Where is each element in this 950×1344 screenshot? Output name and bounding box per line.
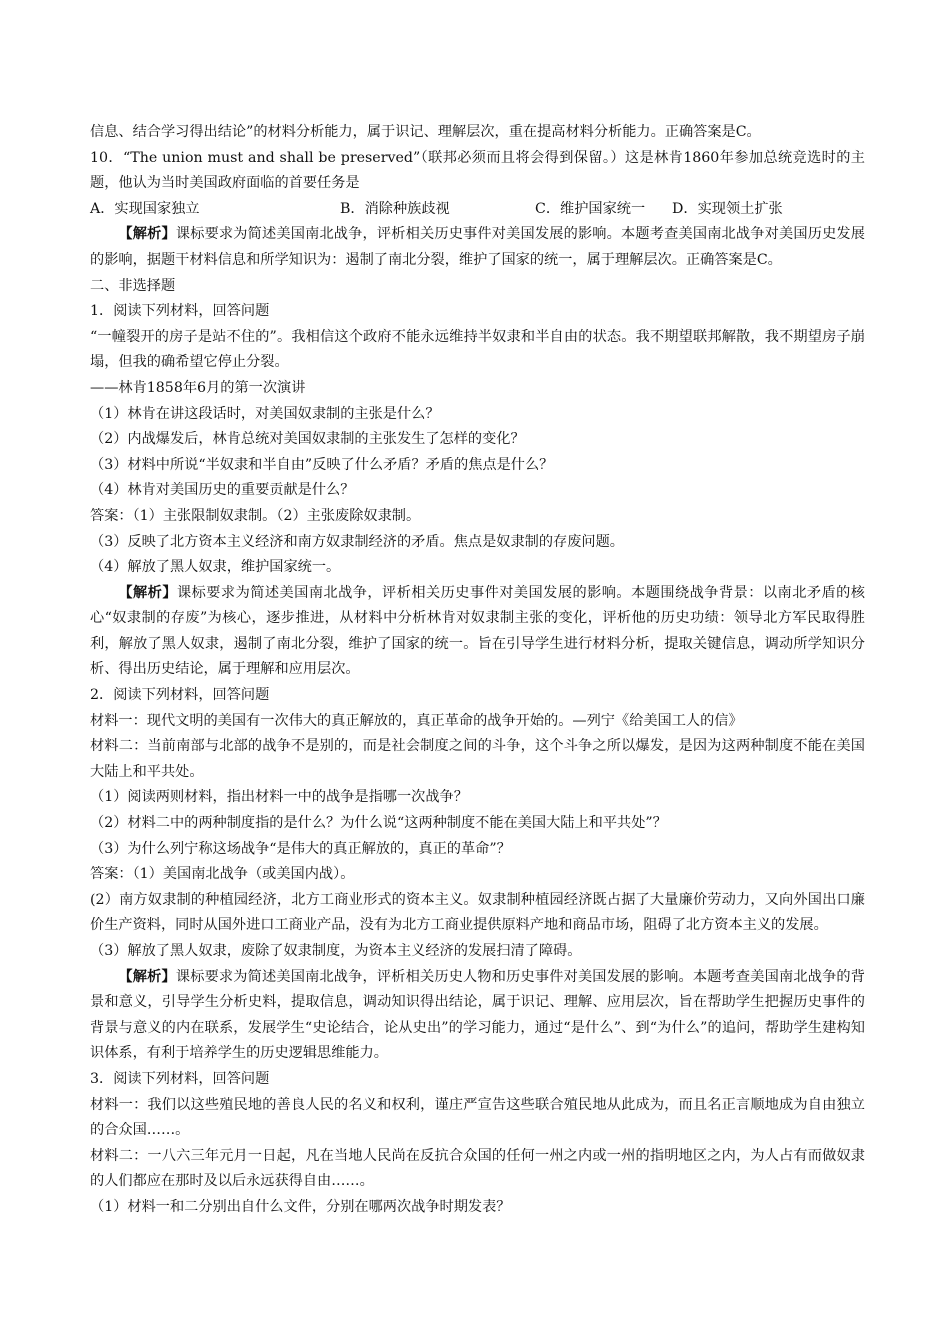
sub-question: （1）林肯在讲这段话时，对美国奴隶制的主张是什么？ bbox=[90, 405, 440, 422]
question-10: 10．“The union must and shall be preserved”（联邦必须而且将会得到保留。）这是林肯1860年参加总统竞选时的主题，他认为当时美国政府面临的首要任务是 bbox=[90, 149, 865, 192]
option-b: B．消除种族歧视 bbox=[340, 200, 450, 217]
option-d: D．实现领土扩张 bbox=[672, 200, 783, 217]
question-1-material: “一幢裂开的房子是站不住的”。我相信这个政府不能永远维持半奴隶和半自由的状态。我不期望联邦解散，我不期望房子崩塌，但我的确希望它停止分裂。 bbox=[90, 328, 865, 371]
answer-line: (2）南方奴隶制的种植园经济，北方工商业形式的资本主义。奴隶制种植园经济既占据了大量廉价劳动力，又向外国出口廉价生产资料，同时从国外进口工商业产品，没有为北方工商业提供原料产地和商品市场，阻碍了北方资本主义的发展。 bbox=[90, 891, 865, 934]
question-10-options bbox=[90, 197, 865, 223]
sub-question: （3）为什么列宁称这场战争“是伟大的真正解放的，真正的革命”？ bbox=[90, 840, 511, 857]
sub-question: （1）材料一和二分别出自什么文件，分别在哪两次战争时期发表？ bbox=[90, 1198, 511, 1215]
option-c: C．维护国家统一 bbox=[535, 200, 646, 217]
question-3-title: 3．阅读下列材料，回答问题 bbox=[90, 1070, 270, 1087]
question-2-material-1: 材料一：现代文明的美国有一次伟大的真正解放的，真正革命的战争开始的。—列宁《给美国工人的信》 bbox=[90, 712, 743, 729]
sub-question: （4）林肯对美国历史的重要贡献是什么？ bbox=[90, 482, 355, 499]
answer-line: （3）反映了北方资本主义经济和南方奴隶制经济的矛盾。焦点是奴隶制的存废问题。 bbox=[90, 533, 624, 550]
analysis-tag: 【解析】 bbox=[118, 584, 177, 601]
sub-question: （1）阅读两则材料，指出材料一中的战争是指哪一次战争？ bbox=[90, 789, 468, 806]
analysis-paragraph bbox=[90, 581, 865, 683]
answer-line: 答案：（1）主张限制奴隶制。（2）主张废除奴隶制。 bbox=[90, 507, 421, 524]
question-2-material-2: 材料二：当前南部与北部的战争不是别的，而是社会制度之间的斗争，这个斗争之所以爆发，是因为这两种制度不能在美国大陆上和平共处。 bbox=[90, 738, 865, 780]
sub-question: （2）内战爆发后，林肯总统对美国奴隶制的主张发生了怎样的变化？ bbox=[90, 431, 525, 448]
question-3-material-2: 材料二：一八六三年元月一日起，凡在当地人民尚在反抗合众国的任何一州之内或一州的指明地区之内，为人占有而做奴隶的人们都应在那时及以后永远获得自由……。 bbox=[90, 1147, 865, 1190]
analysis-tag: 【解析】 bbox=[118, 226, 176, 243]
analysis-text: 课标要求为简述美国南北战争，评析相关历史事件对美国发展的影响。本题围绕战争背景：以南北矛盾的核心“奴隶制的存废”为核心，逐步推进，从材料中分析林肯对奴隶制主张的变化，评析他的历史功绩：领导北方军民取得胜利，解放了黑人奴隶，遏制了南北分裂，维护了国家的统一。旨在引导学生进行材料分析，提取关键信息，调动所学知识分析、得出历史结论，属于理解和应用层次。 bbox=[90, 584, 865, 678]
text-line: 信息、结合学习得出结论”的材料分析能力，属于识记、理解层次，重在提高材料分析能力。正确答案是C。 bbox=[90, 124, 761, 140]
sub-question: （3）材料中所说“半奴隶和半自由”反映了什么矛盾？矛盾的焦点是什么？ bbox=[90, 456, 554, 473]
document-body bbox=[90, 120, 865, 1221]
question-1-source: ——林肯1858年6月的第一次演讲 bbox=[90, 379, 306, 396]
analysis-paragraph bbox=[90, 965, 865, 1067]
question-1-title: 1．阅读下列材料，回答问题 bbox=[90, 303, 270, 320]
analysis-tag: 【解析】 bbox=[118, 968, 176, 985]
answer-line: （3）解放了黑人奴隶，废除了奴隶制度，为资本主义经济的发展扫清了障碍。 bbox=[90, 943, 582, 959]
analysis-text: 课标要求为简述美国南北战争，评析相关历史人物和历史事件对美国发展的影响。本题考查美国南北战争的背景和意义，引导学生分析史料，提取信息，调动知识得出结论，属于识记、理解、应用层次，旨在帮助学生把握历史事件的背景与意义的内在联系，发展学生“史论结合，论从史出”的学习能力，通过“是什么”、到“为什么”的追问，帮助学生建构知识体系，有利于培养学生的历史逻辑思维能力。 bbox=[90, 968, 865, 1062]
answer-line: （4）解放了黑人奴隶，维护国家统一。 bbox=[90, 559, 341, 576]
question-2-title: 2．阅读下列材料，回答问题 bbox=[90, 687, 270, 704]
sub-question: （2）材料二中的两种制度指的是什么？为什么说“这两种制度不能在美国大陆上和平共处”？ bbox=[90, 815, 667, 832]
answer-line: 答案：（1）美国南北战争（或美国内战）。 bbox=[90, 866, 355, 883]
analysis-paragraph bbox=[90, 222, 865, 273]
section-heading: 二、非选择题 bbox=[90, 277, 176, 294]
analysis-text: 课标要求为简述美国南北战争，评析相关历史事件对美国发展的影响。本题考查美国南北战争对美国历史发展的影响，据题干材料信息和所学知识为：遏制了南北分裂，维护了国家的统一，属于理解层次。正确答案是C。 bbox=[90, 226, 865, 268]
question-3-material-1: 材料一：我们以这些殖民地的善良人民的名义和权利，谨庄严宣告这些联合殖民地从此成为，而且名正言顺地成为自由独立的合众国……。 bbox=[90, 1096, 865, 1139]
option-a: A．实现国家独立 bbox=[90, 200, 200, 217]
